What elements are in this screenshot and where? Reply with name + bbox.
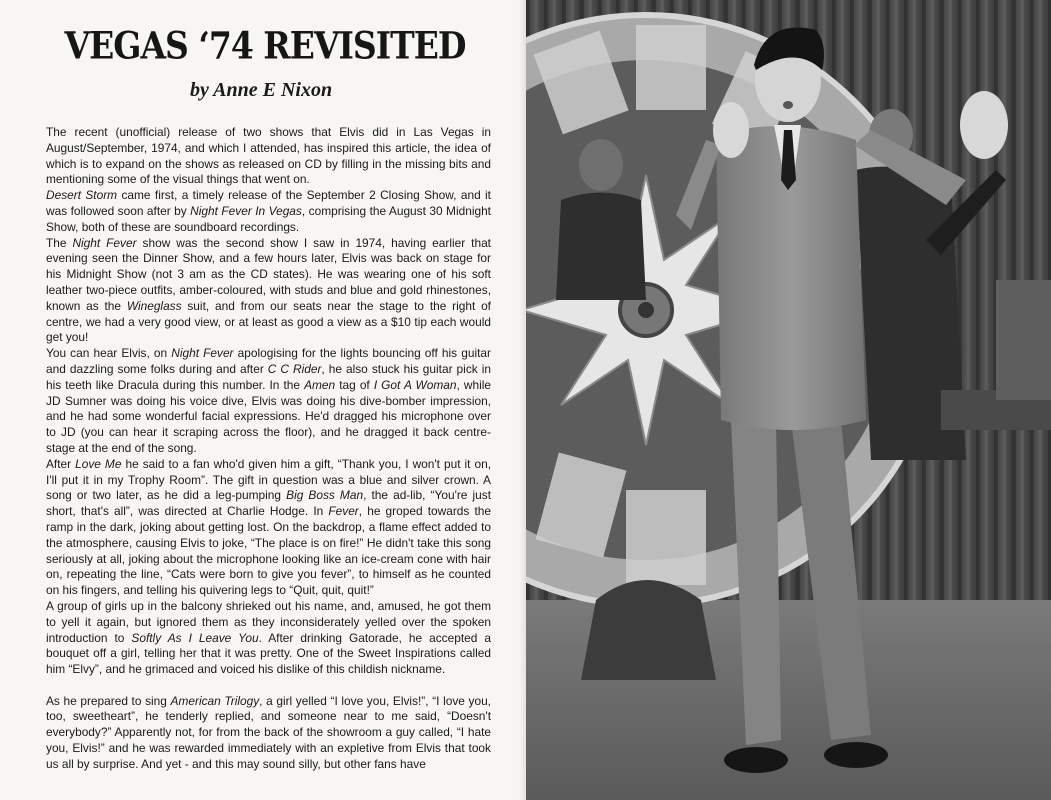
photo-illustration	[526, 0, 1051, 800]
elvis-stage-photo	[526, 0, 1051, 800]
article-paragraph	[46, 188, 491, 235]
italic-title-text: Desert Storm	[46, 188, 118, 203]
paragraph-text: , he groped towards the ramp in the dark, joking about getting lost. On the backdrop, a flame effect added to the atmosphere, causing Elvis to joke, “The place is on fire!” He didn't take this song seriously at all, joking about the microphone looking like an ice-cream cone with hair on, repeating the line, “Cats were born to give you fever”, to himself as he counted on his fingers, and telling his quivering legs to “Quit, quit, quit!”	[46, 504, 491, 598]
article-paragraph	[46, 125, 491, 188]
italic-title-text: Love Me	[75, 456, 122, 471]
paragraph-text: The	[46, 235, 73, 250]
italic-title-text: Wineglass	[126, 298, 182, 313]
paragraph-text: suit, and from our seats near the stage to the right of centre, we had a very good view, or at least as good a view as a $10 tip each would get you!	[46, 298, 491, 345]
article-paragraph	[46, 457, 491, 599]
paragraph-text: , the ad-lib, “You're just short, that's all”, was directed at Charlie Hodge. In	[46, 488, 492, 519]
italic-title-text: I Got A Woman	[373, 377, 457, 392]
paragraph-text: , comprising the August 30 Midnight Show, both of these are soundboard recordings.	[46, 203, 491, 234]
italic-title-text: Amen	[304, 377, 336, 392]
article-byline: by Anne E Nixon	[190, 79, 333, 101]
italic-title-text: Softly As I Leave You	[131, 630, 259, 645]
article-paragraph	[46, 694, 491, 773]
paragraph-text: came first, a timely release of the September 2 Closing Show, and it was followed soon after by	[46, 188, 491, 218]
italic-title-text: C C Rider	[267, 361, 322, 376]
italic-title-text: Night Fever	[72, 235, 137, 250]
paragraph-text: , he also stuck his guitar pick in his teeth like Dracula during this number. In the	[46, 361, 491, 392]
paragraph-text: show was the second show I saw in 1974, having earlier that evening seen the Dinner Show, and a few hours later, Elvis was back on stage for his Midnight Show (not 3 am as the CD states). He was wearing one of his soft leather two-piece outfits, amber-coloured, with studs and blue and gold rhinestones, known as the	[46, 235, 491, 313]
article-paragraph	[46, 346, 491, 457]
paragraph-text: As he prepared to sing	[46, 693, 171, 708]
paragraph-text: , while JD Sumner was doing his voice dive, Elvis was doing his dive-bomber impression, and he had some wonderful facial expressions. He'd dragged his microphone over to JD (you can hear it scraping across the floor), and he dragged it back centre-stage at the end of the song.	[46, 377, 491, 455]
paragraph-text: After	[46, 456, 76, 471]
paragraph-text: The recent (unofficial) release of two shows that Elvis did in Las Vegas in August/September, 1974, and which I attended, has inspired this article, the idea of which is to expand on the shows as released on CD by filling in the missing bits and mentioning some of the visual things that went on.	[46, 125, 491, 187]
article-body	[46, 125, 491, 773]
italic-title-text: Night Fever	[171, 346, 234, 361]
paragraph-text: apologising for the lights bouncing off his guitar and dazzling some folks during and after	[46, 346, 491, 376]
paragraph-text: . After drinking Gatorade, he accepted a bouquet off a girl, telling her that it was pretty. One of the Sweet Inspirations called him “Elvy”, and he grimaced and voiced his dislike of this childish nickname.	[46, 630, 492, 677]
article-paragraph	[46, 236, 491, 347]
paragraph-text: You can hear Elvis, on	[46, 346, 172, 361]
article-paragraph	[46, 599, 491, 678]
article-title: VEGAS ‘74 REVISITED	[64, 24, 466, 68]
paragraph-text: tag of	[335, 377, 374, 392]
italic-title-text: American Trilogy	[170, 693, 260, 708]
italic-title-text: Night Fever In Vegas	[190, 203, 302, 218]
italic-title-text: Big Boss Man	[286, 488, 364, 503]
italic-title-text: Fever	[328, 504, 359, 519]
paragraph-text: , a girl yelled “I love you, Elvis!”, “I love you, too, sweetheart”, he tenderly replied, and someone near to me said, “Doesn't everybody?” Apparently not, for from the back of the showroom a guy called, “I hate you, Elvis!” and he was rewarded immediately with an expletive from Elvis that took us all by surprise. And yet - and this may sound silly, but other fans have	[46, 693, 491, 771]
paragraph-text: A group of girls up in the balcony shrieked out his name, and, amused, he got them to yell it again, but ignored them as they inconsiderately yelled over the spoken introduction to	[46, 598, 491, 645]
paragraph-text: he said to a fan who'd given him a gift, “Thank you, I won't put it on, I'll put it in my Trophy Room”. The gift in question was a blue and silver crown. A song or two later, as he did a leg-pumping	[46, 456, 492, 503]
